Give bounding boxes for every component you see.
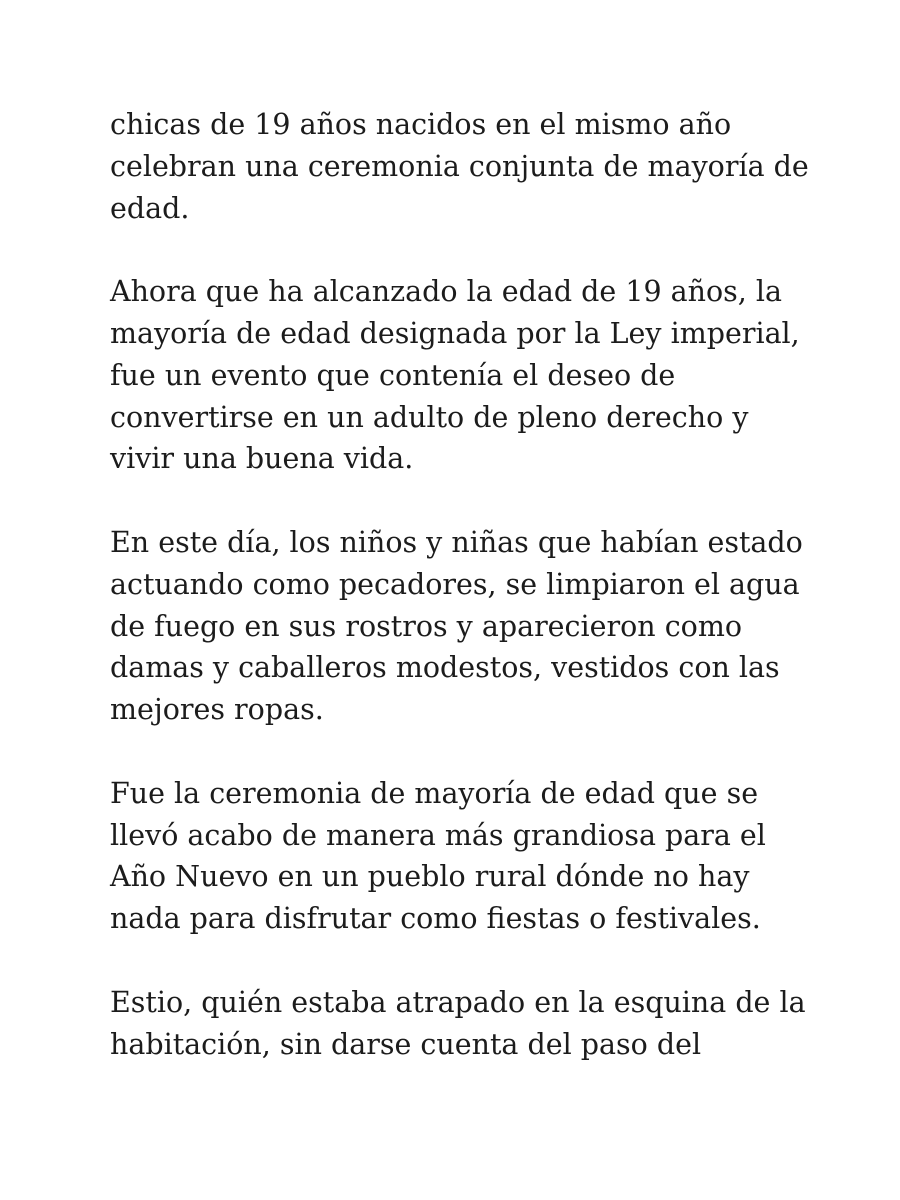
paragraph-1 — [110, 104, 809, 229]
paragraph-3 — [110, 522, 803, 731]
text-line: Estio, quién estaba atrapado en la esquina de la — [110, 985, 806, 1019]
paragraph-2 — [110, 271, 800, 480]
text-line: vivir una buena vida. — [110, 442, 414, 476]
text-line: de fuego en sus rostros y aparecieron como — [110, 609, 742, 643]
paragraph-5 — [110, 982, 806, 1066]
text-line: Año Nuevo en un pueblo rural dónde no hay — [110, 860, 750, 894]
text-line: En este día, los niños y niñas que habían estado — [110, 525, 803, 559]
text-line: chicas de 19 años nacidos en el mismo año — [110, 108, 732, 141]
body-text — [110, 104, 809, 1107]
text-line: fue un evento que contenía el deseo de — [110, 358, 676, 392]
text-line: Fue la ceremonia de mayoría de edad que se — [110, 776, 759, 810]
text-line: convertirse en un adulto de pleno derecho y — [110, 400, 749, 434]
text-line: Ahora que ha alcanzado la edad de 19 años, la — [110, 275, 783, 309]
text-line: llevó acabo de manera más grandiosa para el — [110, 818, 766, 852]
text-line: actuando como pecadores, se limpiaron el agua — [110, 567, 800, 601]
text-line: mejores ropas. — [110, 693, 324, 727]
text-line: habitación, sin darse cuenta del paso del — [110, 1027, 702, 1061]
text-line: mayoría de edad designada por la Ley imperial, — [110, 316, 800, 350]
text-line: nada para disfrutar como fiestas o festivales. — [110, 902, 761, 936]
text-line: damas y caballeros modestos, vestidos con las — [110, 651, 780, 685]
paragraph-4 — [110, 773, 800, 940]
text-line: edad. — [110, 191, 190, 225]
text-line: celebran una ceremonia conjunta de mayoría de — [110, 149, 809, 183]
